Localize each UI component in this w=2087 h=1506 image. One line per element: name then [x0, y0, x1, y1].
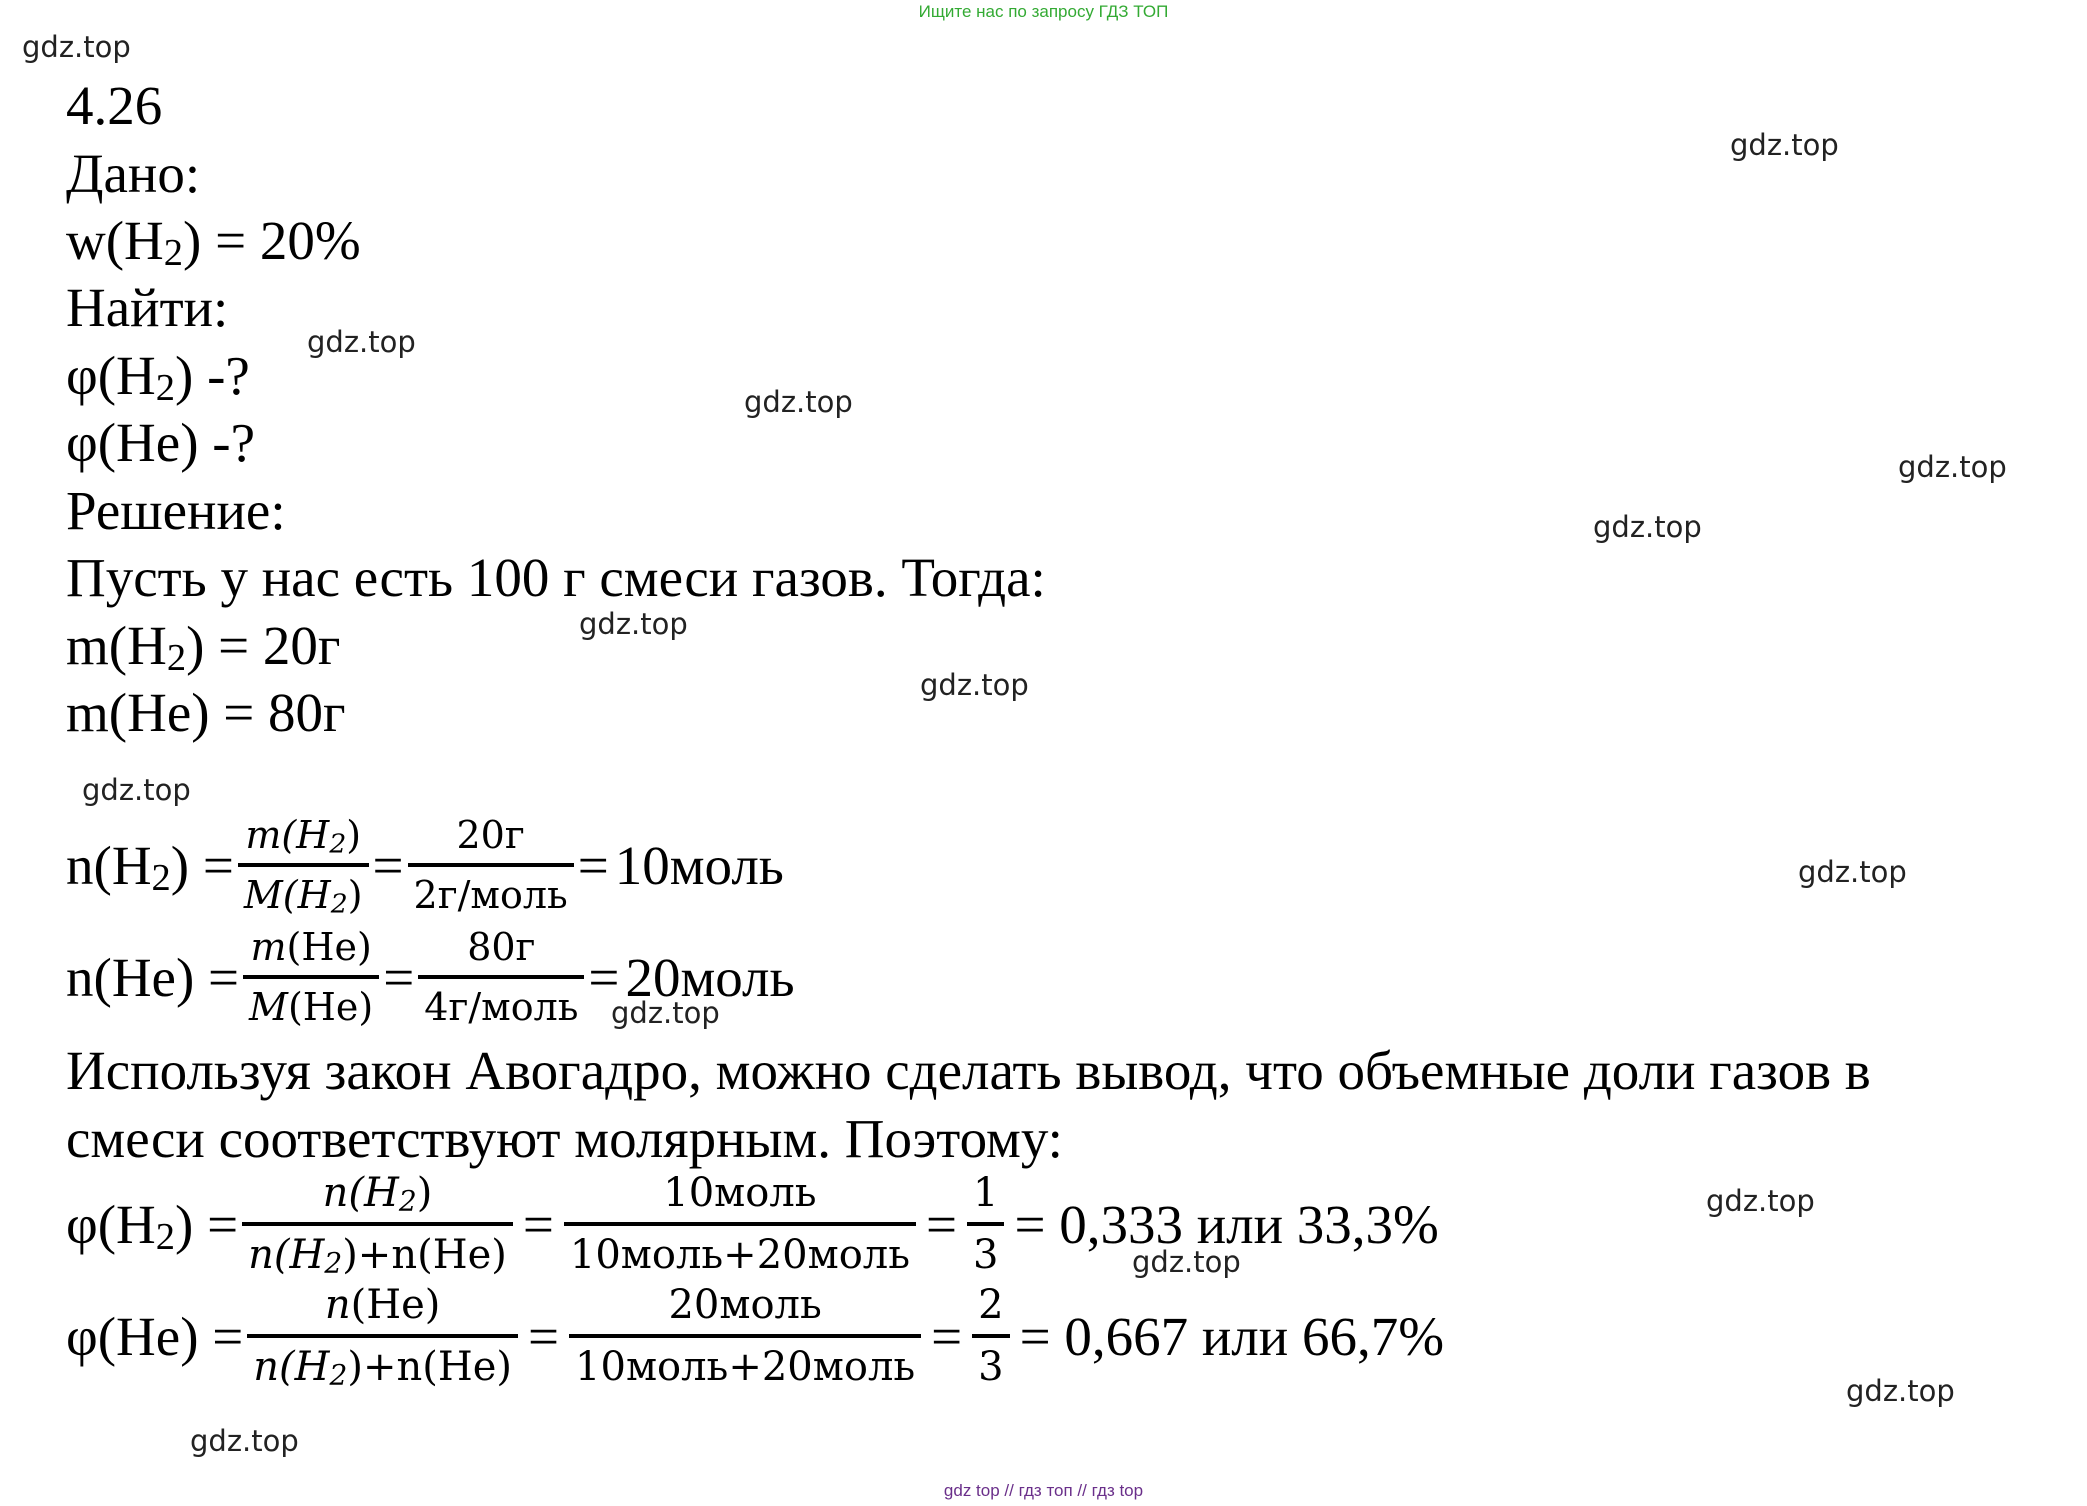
equation-result: = 0,333 или 33,3%	[1014, 1193, 1439, 1255]
watermark: gdz.top	[1846, 1374, 1955, 1408]
fraction-values: $\frac{80г}{\text{4г/моль}}$	[418, 925, 584, 1029]
equation-result: 20моль	[625, 946, 795, 1008]
equation-lhs: $n(H_2)$ =	[66, 834, 234, 899]
solution-heading: Решение:	[66, 480, 286, 541]
watermark: gdz.top	[744, 385, 853, 419]
equation-lhs: φ(He) =	[66, 1305, 244, 1367]
fraction-mass-over-molar-mass: $\frac{m(H_2)}{M(H_2)}$	[238, 813, 369, 917]
watermark: gdz.top	[190, 1424, 299, 1458]
watermark: gdz.top	[1730, 128, 1839, 162]
find-heading: Найти:	[66, 277, 229, 338]
avogadro-text-2: смеси соответствуют молярным. Поэтому:	[66, 1108, 1063, 1169]
assumption-text: Пусть у нас есть 100 г смеси газов. Тогда:	[66, 547, 1046, 608]
fraction-simple: $\frac{1}{3}$	[967, 1170, 1004, 1278]
avogadro-text-1: Используя закон Авогадро, можно сделать вывод, что объемные доли газов в	[66, 1040, 1871, 1101]
find-phi-h2: $\varphi(H_2)$ -?	[66, 345, 250, 410]
equation-lhs: n(He) =	[66, 946, 240, 1008]
fraction-values: $\frac{20г}{\text{2г/моль}}$	[408, 813, 574, 917]
equation-lhs: $\varphi(H_2)$ =	[66, 1193, 239, 1258]
fraction-moles: $\frac{n(He)}{n(H_2)+n(He)}$	[247, 1282, 518, 1390]
given-heading: Дано:	[66, 143, 201, 204]
watermark: gdz.top	[307, 325, 416, 359]
fraction-values: $\frac{\text{10моль}}{\text{10моль+20моль}}$	[564, 1170, 916, 1278]
top-banner[interactable]: Ищите нас по запросу ГДЗ ТОП	[918, 2, 1169, 21]
given-w-h2: $w(H_2) = 20\%$	[66, 210, 361, 275]
equation-result: 10моль	[614, 834, 784, 896]
moles-h2-equation: $n(H_2)$ = $\frac{m(H_2)}{M(H_2)}$ = $\frac{20г}{\text{2г/моль}}$ = 10моль	[66, 813, 790, 917]
watermark: gdz.top	[1898, 450, 2007, 484]
volume-fraction-he-equation: φ(He) = $\frac{n(He)}{n(H_2)+n(He)}$ = $\frac{\text{20моль}}{\text{10моль+20моль}}$ = $\frac{2}{3}$ = 0,667 или 66,7%	[66, 1282, 1450, 1390]
mass-h2: $m(H_2) = 20г$	[66, 615, 341, 680]
watermark: gdz.top	[82, 773, 191, 807]
fraction-values: $\frac{\text{20моль}}{\text{10моль+20моль}}$	[569, 1282, 921, 1390]
watermark: gdz.top	[579, 607, 688, 641]
equation-result: = 0,667 или 66,7%	[1019, 1305, 1445, 1367]
problem-number: 4.26	[66, 75, 163, 136]
moles-he-equation: n(He) = $\frac{m(He)}{M(He)}$ = $\frac{80г}{\text{4г/моль}}$ = 20моль	[66, 925, 801, 1029]
mass-he: m(He) = 80г	[66, 682, 346, 743]
footer-links[interactable]: gdz top // гдз топ // гдз top	[943, 1481, 1144, 1500]
watermark: gdz.top	[1132, 1245, 1241, 1279]
watermark: gdz.top	[1593, 510, 1702, 544]
find-phi-he: φ(He) -?	[66, 412, 255, 473]
watermark: gdz.top	[920, 668, 1029, 702]
fraction-mass-over-molar-mass: $\frac{m(He)}{M(He)}$	[243, 925, 379, 1029]
volume-fraction-h2-equation: $\varphi(H_2)$ = $\frac{n(H_2)}{n(H_2)+n(He)}$ = $\frac{\text{10моль}}{\text{10моль+20моль}}$ = $\frac{1}{3}$ = 0,333 или 33,3%	[66, 1170, 1445, 1278]
watermark: gdz.top	[1798, 855, 1907, 889]
fraction-simple: $\frac{2}{3}$	[972, 1282, 1009, 1390]
watermark: gdz.top	[611, 996, 720, 1030]
watermark: gdz.top	[1706, 1184, 1815, 1218]
fraction-moles: $\frac{n(H_2)}{n(H_2)+n(He)}$	[242, 1170, 513, 1278]
watermark: gdz.top	[22, 30, 131, 64]
